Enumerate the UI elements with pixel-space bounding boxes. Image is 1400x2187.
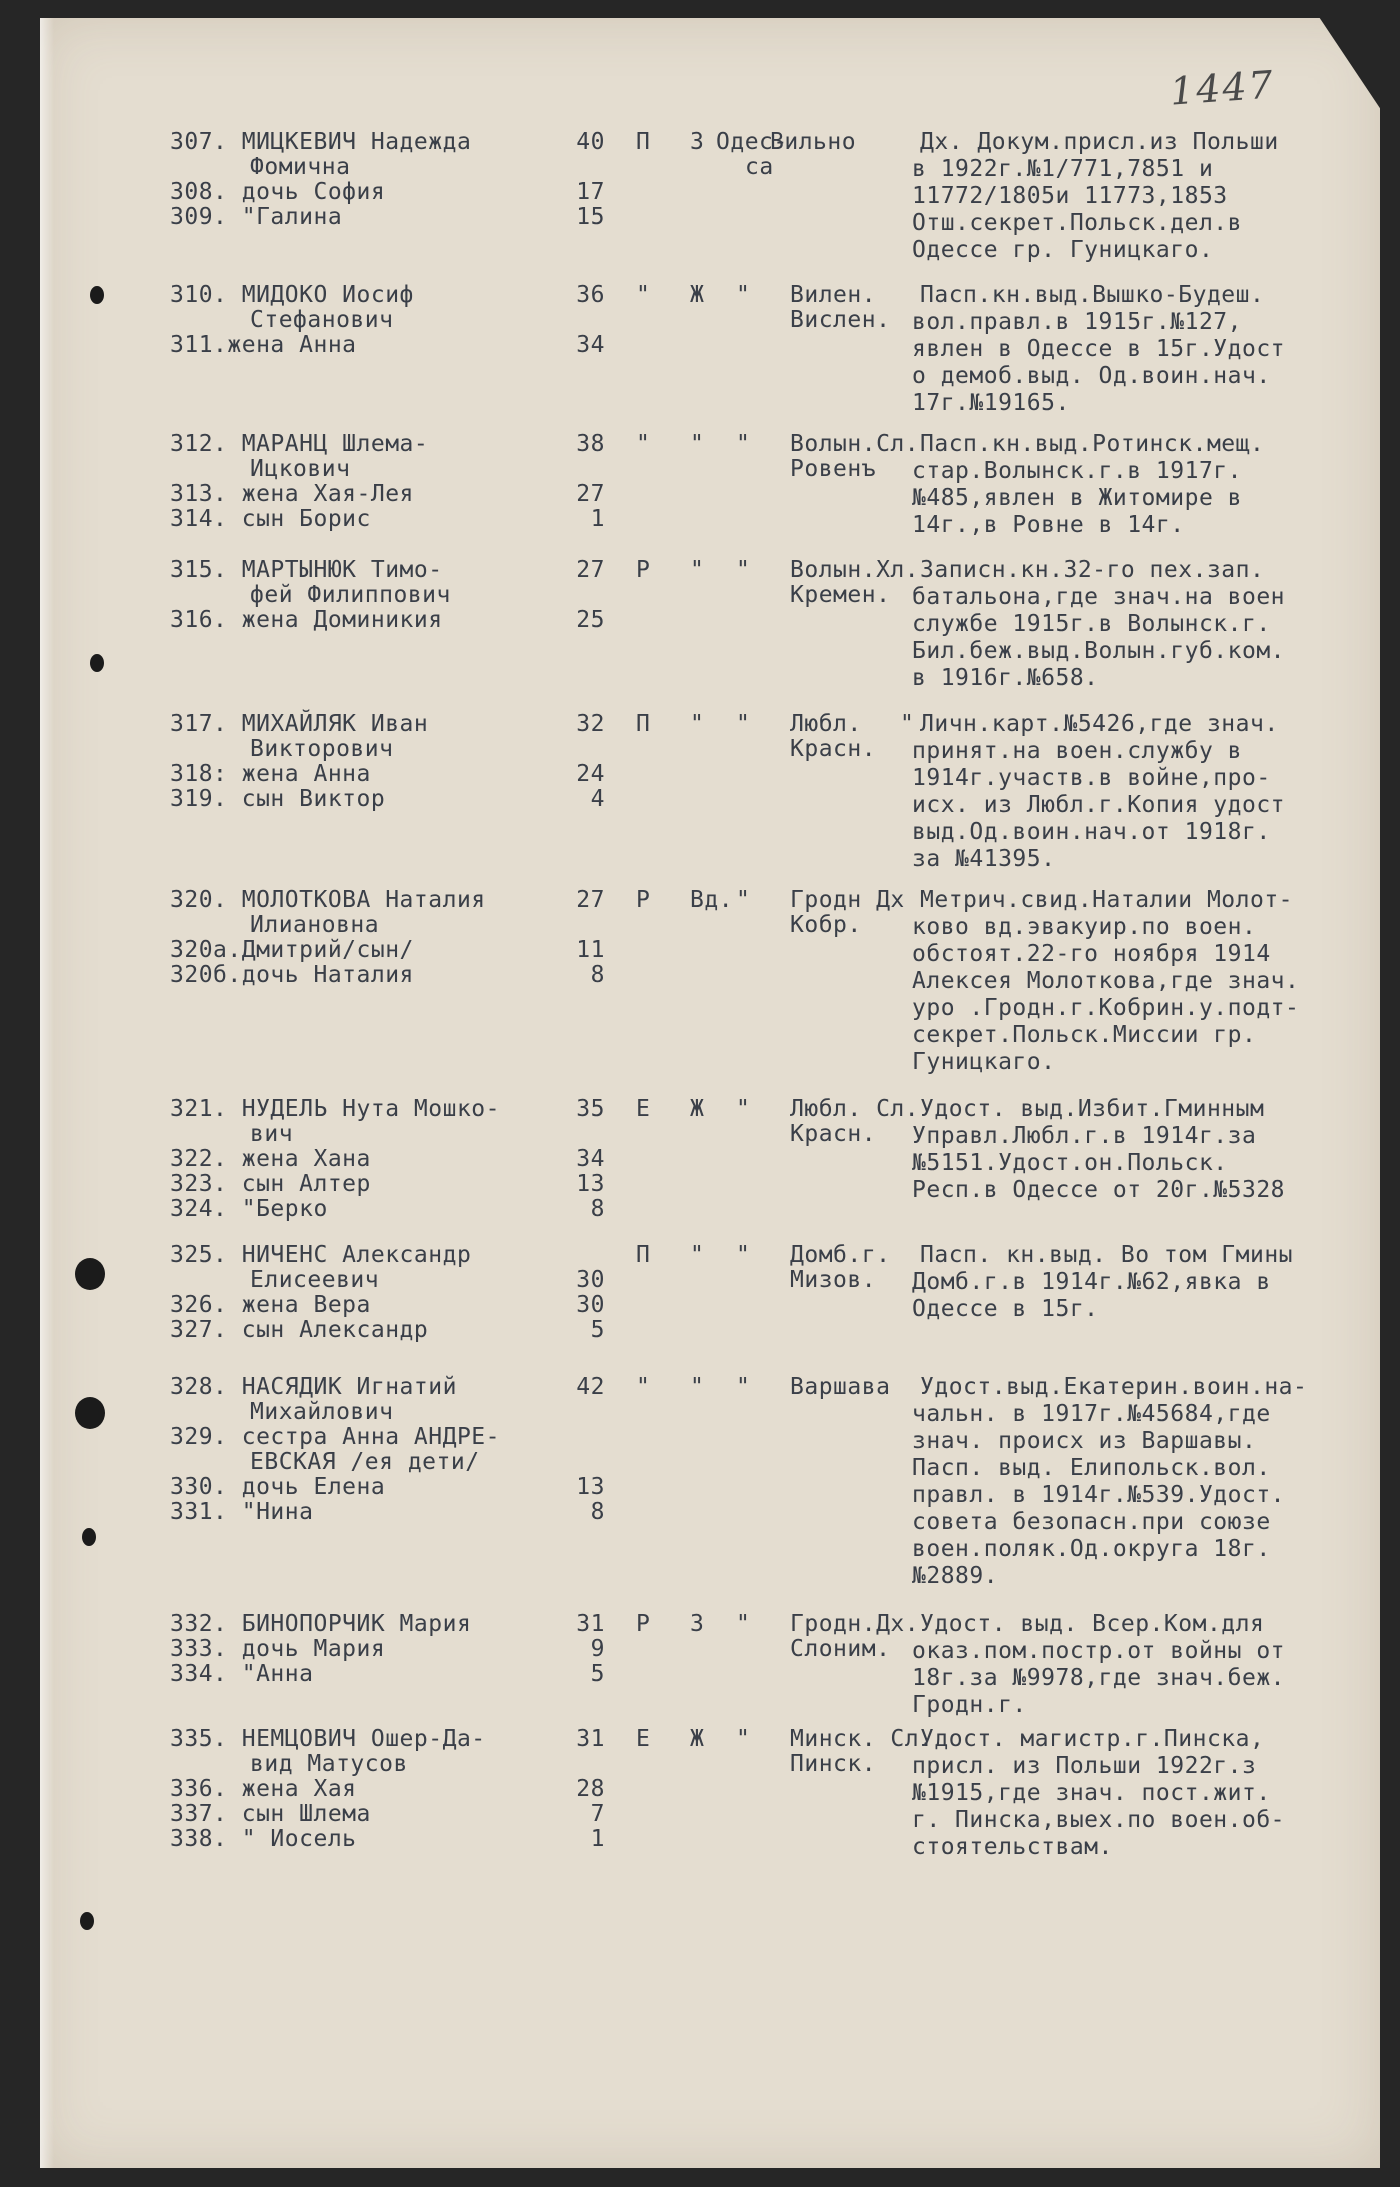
record-religion: " — [636, 1374, 651, 1400]
record-name-line: 321. НУДЕЛЬ Нута Мошко- — [170, 1096, 500, 1122]
record-age: 25 — [576, 607, 605, 633]
record-age: 36 — [576, 282, 605, 308]
record-name-line: 316. жена Доминикия — [170, 607, 443, 633]
record-note: Удост.выд.Екатерин.воин.на- — [920, 1374, 1308, 1400]
record-note: №5151.Удост.он.Польск. — [912, 1150, 1228, 1176]
record-note: 11772/1805и 11773,1853 — [912, 183, 1228, 209]
record-note: в 1922г.№1/771,7851 и — [912, 156, 1214, 182]
record-status: Вд. — [690, 887, 734, 913]
punch-hole — [82, 1528, 96, 1546]
record-age: 34 — [576, 1146, 605, 1172]
record-note: Дх. Докум.присл.из Польши — [920, 129, 1279, 155]
punch-hole — [80, 1912, 94, 1930]
punch-hole — [90, 286, 104, 304]
record-ditto: " — [736, 1374, 751, 1400]
record-place: Вислен. — [790, 307, 891, 333]
record-place: Гродн Дх — [790, 887, 905, 913]
record-place: Волын.Хл. — [790, 557, 920, 583]
record-note: знач. происх из Варшавы. — [912, 1428, 1257, 1454]
record-age: 5 — [590, 1317, 605, 1343]
record-note: №1915,где знач. пост.жит. — [912, 1780, 1271, 1806]
record-name-line: Фомична — [250, 154, 351, 180]
record-religion: П — [636, 711, 651, 737]
record-note: Управл.Любл.г.в 1914г.за — [912, 1123, 1257, 1149]
record-status: Ж — [690, 1096, 705, 1122]
record-name-line: Михайлович — [250, 1399, 394, 1425]
record-place: Любл. — [790, 711, 862, 737]
record-note: 14г.,в Ровне в 14г. — [912, 512, 1185, 538]
record-ditto: " — [736, 431, 751, 457]
record-note: №485,явлен в Житомире в — [912, 485, 1242, 511]
record-place: Красн. — [790, 1121, 877, 1147]
record-note: батальона,где знач.на воен — [912, 584, 1286, 610]
record-age: 8 — [590, 1196, 605, 1222]
record-age: 30 — [576, 1292, 605, 1318]
record-age: 32 — [576, 711, 605, 737]
record-name-line: ЕВСКАЯ /ея дети/ — [250, 1449, 480, 1475]
record-note: выд.Од.воин.нач.от 1918г. — [912, 819, 1271, 845]
record-note: Пасп. выд. Елипольск.вол. — [912, 1455, 1271, 1481]
record-place: Кобр. — [790, 912, 862, 938]
record-age: 4 — [590, 786, 605, 812]
record-age: 30 — [576, 1267, 605, 1293]
record-ditto: " — [736, 1611, 751, 1637]
record-note: о демоб.выд. Од.воин.нач. — [912, 363, 1271, 389]
record-place: Ровенъ — [790, 456, 877, 482]
record-name-line: фей Филиппович — [250, 582, 451, 608]
record-age: 27 — [576, 557, 605, 583]
record-note: Алексея Молоткова,где знач. — [912, 968, 1300, 994]
record-note: Отш.секрет.Польск.дел.в — [912, 210, 1242, 236]
record-note: Удост. выд.Избит.Гминным — [920, 1096, 1265, 1122]
record-from: са — [745, 154, 774, 180]
record-name-line: 327. сын Александр — [170, 1317, 429, 1343]
record-age: 31 — [576, 1611, 605, 1637]
record-age: 1 — [590, 1826, 605, 1852]
record-note: Метрич.свид.Наталии Молот- — [920, 887, 1294, 913]
record-name-line: 320. МОЛОТКОВА Наталия — [170, 887, 486, 913]
record-note: Пасп.кн.выд.Ротинск.мещ. — [920, 431, 1265, 457]
record-note: Пасп. кн.выд. Во том Гмины — [920, 1242, 1294, 1268]
record-ditto: " — [736, 557, 751, 583]
record-note: Пасп.кн.выд.Вышко-Будеш. — [920, 282, 1265, 308]
record-note: принят.на воен.службу в — [912, 738, 1242, 764]
record-note: присл. из Польши 1922г.з — [912, 1753, 1257, 1779]
record-place: Гродн.Дх. — [790, 1611, 920, 1637]
punch-hole — [75, 1258, 105, 1290]
record-age: 11 — [576, 937, 605, 963]
record-name-line: Илиановна — [250, 912, 380, 938]
record-religion: " — [636, 282, 651, 308]
record-note: Респ.в Одессе от 20г.№5328 — [912, 1177, 1286, 1203]
record-note: стар.Волынск.г.в 1917г. — [912, 458, 1242, 484]
record-note: Удост. выд. Всер.Ком.для — [920, 1611, 1265, 1637]
record-note: №2889. — [912, 1563, 999, 1589]
record-name-line: Викторович — [250, 736, 394, 762]
record-name-line: 330. дочь Елена — [170, 1474, 386, 1500]
record-status: Ж — [690, 282, 705, 308]
record-name-line: 324. "Берко — [170, 1196, 328, 1222]
record-note: вол.правл.в 1915г.№127, — [912, 309, 1242, 335]
record-place: Любл. Сл. — [790, 1096, 920, 1122]
record-religion: Р — [636, 557, 651, 583]
record-name-line: 319. сын Виктор — [170, 786, 386, 812]
record-name-line: Стефанович — [250, 307, 394, 333]
record-note: ково вд.эвакуир.по воен. — [912, 914, 1257, 940]
record-ditto: " — [736, 1096, 751, 1122]
record-religion: Р — [636, 887, 651, 913]
record-name-line: вид Матусов — [250, 1751, 408, 1777]
record-ditto: " — [736, 1726, 751, 1752]
record-status: Ж — [690, 1726, 705, 1752]
record-note: исх. из Любл.г.Копия удост — [912, 792, 1286, 818]
record-religion: Е — [636, 1726, 651, 1752]
record-ditto: " — [736, 1242, 751, 1268]
record-name-line: 310. МИДОКО Иосиф — [170, 282, 414, 308]
record-religion: Р — [636, 1611, 651, 1637]
record-name-line: 313. жена Хая-Лея — [170, 481, 414, 507]
punch-hole — [75, 1397, 105, 1429]
record-name-line: 325. НИЧЕНС Александр — [170, 1242, 472, 1268]
record-age: 24 — [576, 761, 605, 787]
record-age: 31 — [576, 1726, 605, 1752]
record-note: Личн.карт.№5426,где знач. — [920, 711, 1279, 737]
record-name-line: 307. МИЦКЕВИЧ Надежда — [170, 129, 472, 155]
record-note: Одессе в 15г. — [912, 1296, 1099, 1322]
record-name-line: 320б.дочь Наталия — [170, 962, 414, 988]
record-note: за №41395. — [912, 846, 1056, 872]
record-age: 17 — [576, 179, 605, 205]
record-note: Бил.беж.выд.Волын.губ.ком. — [912, 638, 1286, 664]
record-name-line: 312. МАРАНЦ Шлема- — [170, 431, 429, 457]
record-note: г. Пинска,выех.по воен.об- — [912, 1807, 1286, 1833]
record-note: службе 1915г.в Волынск.г. — [912, 611, 1271, 637]
record-note: обстоят.22-го ноября 1914 — [912, 941, 1271, 967]
record-note: совета безопасн.при союзе — [912, 1509, 1271, 1535]
record-age: 28 — [576, 1776, 605, 1802]
record-place: Домб.г. — [790, 1242, 891, 1268]
record-note: воен.поляк.Од.округа 18г. — [912, 1536, 1271, 1562]
record-name-line: 331. "Нина — [170, 1499, 314, 1525]
record-name-line: 334. "Анна — [170, 1661, 314, 1687]
record-age: 5 — [590, 1661, 605, 1687]
record-name-line: 317. МИХАЙЛЯК Иван — [170, 711, 429, 737]
record-religion: " — [636, 431, 651, 457]
record-name-line: Елисеевич — [250, 1267, 380, 1293]
record-place: Минск. Сл. — [790, 1726, 934, 1752]
record-place: Вилен. — [790, 282, 877, 308]
record-note: 18г.за №9978,где знач.беж. — [912, 1665, 1286, 1691]
record-name-line: вич — [250, 1121, 294, 1147]
record-status: З — [690, 129, 705, 155]
record-note: секрет.Польск.Миссии гр. — [912, 1022, 1257, 1048]
record-name-line: 335. НЕМЦОВИЧ Ошер-Да- — [170, 1726, 486, 1752]
record-age: 27 — [576, 887, 605, 913]
record-name-line: 322. жена Хана — [170, 1146, 371, 1172]
record-name-line: 326. жена Вера — [170, 1292, 371, 1318]
record-note: Одессе гр. Гуницкаго. — [912, 237, 1214, 263]
record-age: 27 — [576, 481, 605, 507]
record-name-line: 332. БИНОПОРЧИК Мария — [170, 1611, 472, 1637]
record-ditto: " — [736, 282, 751, 308]
record-place: Мизов. — [790, 1267, 877, 1293]
record-name-line: Ицкович — [250, 456, 351, 482]
record-age: 40 — [576, 129, 605, 155]
record-ditto: " — [736, 887, 751, 913]
record-ditto: " — [736, 711, 751, 737]
record-age: 9 — [590, 1636, 605, 1662]
record-note: Домб.г.в 1914г.№62,явка в — [912, 1269, 1271, 1295]
record-to: Вильно — [770, 129, 857, 155]
record-age: 42 — [576, 1374, 605, 1400]
record-age: 15 — [576, 204, 605, 230]
record-age: 38 — [576, 431, 605, 457]
record-name-line: 337. сын Шлема — [170, 1801, 371, 1827]
record-name-line: 333. дочь Мария — [170, 1636, 386, 1662]
record-name-line: 314. сын Борис — [170, 506, 371, 532]
record-place: Волын.Сл. — [790, 431, 920, 457]
record-status: " — [690, 431, 705, 457]
record-note: оказ.пом.постр.от войны от — [912, 1638, 1286, 1664]
record-age: 35 — [576, 1096, 605, 1122]
record-place: Пинск. — [790, 1751, 877, 1777]
record-religion: Е — [636, 1096, 651, 1122]
record-name-line: 329. сестра Анна АНДРЕ- — [170, 1424, 500, 1450]
record-name-line: 336. жена Хая — [170, 1776, 357, 1802]
record-place: Варшава — [790, 1374, 891, 1400]
record-name-line: 328. НАСЯДИК Игнатий — [170, 1374, 457, 1400]
record-status: " — [690, 711, 705, 737]
record-note: стоятельствам. — [912, 1834, 1113, 1860]
record-note: Удост. магистр.г.Пинска, — [920, 1726, 1265, 1752]
record-note: Записн.кн.32-го пех.зап. — [920, 557, 1265, 583]
record-name-line: 320а.Дмитрий/сын/ — [170, 937, 414, 963]
record-name-line: 338. " Иосель — [170, 1826, 357, 1852]
record-name-line: 311.жена Анна — [170, 332, 357, 358]
record-place: Слоним. — [790, 1636, 891, 1662]
record-name-line: 309. "Галина — [170, 204, 343, 230]
record-note: явлен в Одессе в 15г.Удост — [912, 336, 1286, 362]
record-age: 1 — [590, 506, 605, 532]
record-place: Красн. — [790, 736, 877, 762]
record-age: 13 — [576, 1171, 605, 1197]
punch-hole — [90, 654, 104, 672]
record-note: Гуницкаго. — [912, 1049, 1056, 1075]
record-from: Одес- — [716, 129, 788, 155]
record-age: 34 — [576, 332, 605, 358]
record-note: правл. в 1914г.№539.Удост. — [912, 1482, 1286, 1508]
record-religion: П — [636, 129, 651, 155]
record-status: З — [690, 1611, 705, 1637]
record-name-line: 318: жена Анна — [170, 761, 371, 787]
page-number: 1447 — [1168, 62, 1277, 114]
record-name-line: 315. МАРТЫНЮК Тимо- — [170, 557, 443, 583]
record-age: 8 — [590, 1499, 605, 1525]
record-note: уро .Гродн.г.Кобрин.у.подт- — [912, 995, 1300, 1021]
record-note: Гродн.г. — [912, 1692, 1027, 1718]
record-note: в 1916г.№658. — [912, 665, 1099, 691]
record-status: " — [690, 557, 705, 583]
record-note: 1914г.участв.в войне,про- — [912, 765, 1271, 791]
record-status: " — [690, 1374, 705, 1400]
record-note: 17г.№19165. — [912, 390, 1070, 416]
record-age: 13 — [576, 1474, 605, 1500]
record-age: 7 — [590, 1801, 605, 1827]
record-note: чальн. в 1917г.№45684,где — [912, 1401, 1271, 1427]
record-ditto: " — [900, 711, 915, 737]
record-place: Кремен. — [790, 582, 891, 608]
record-age: 8 — [590, 962, 605, 988]
sheet-edge — [40, 18, 54, 2168]
record-religion: П — [636, 1242, 651, 1268]
record-status: " — [690, 1242, 705, 1268]
record-name-line: 308. дочь София — [170, 179, 386, 205]
record-name-line: 323. сын Алтер — [170, 1171, 371, 1197]
